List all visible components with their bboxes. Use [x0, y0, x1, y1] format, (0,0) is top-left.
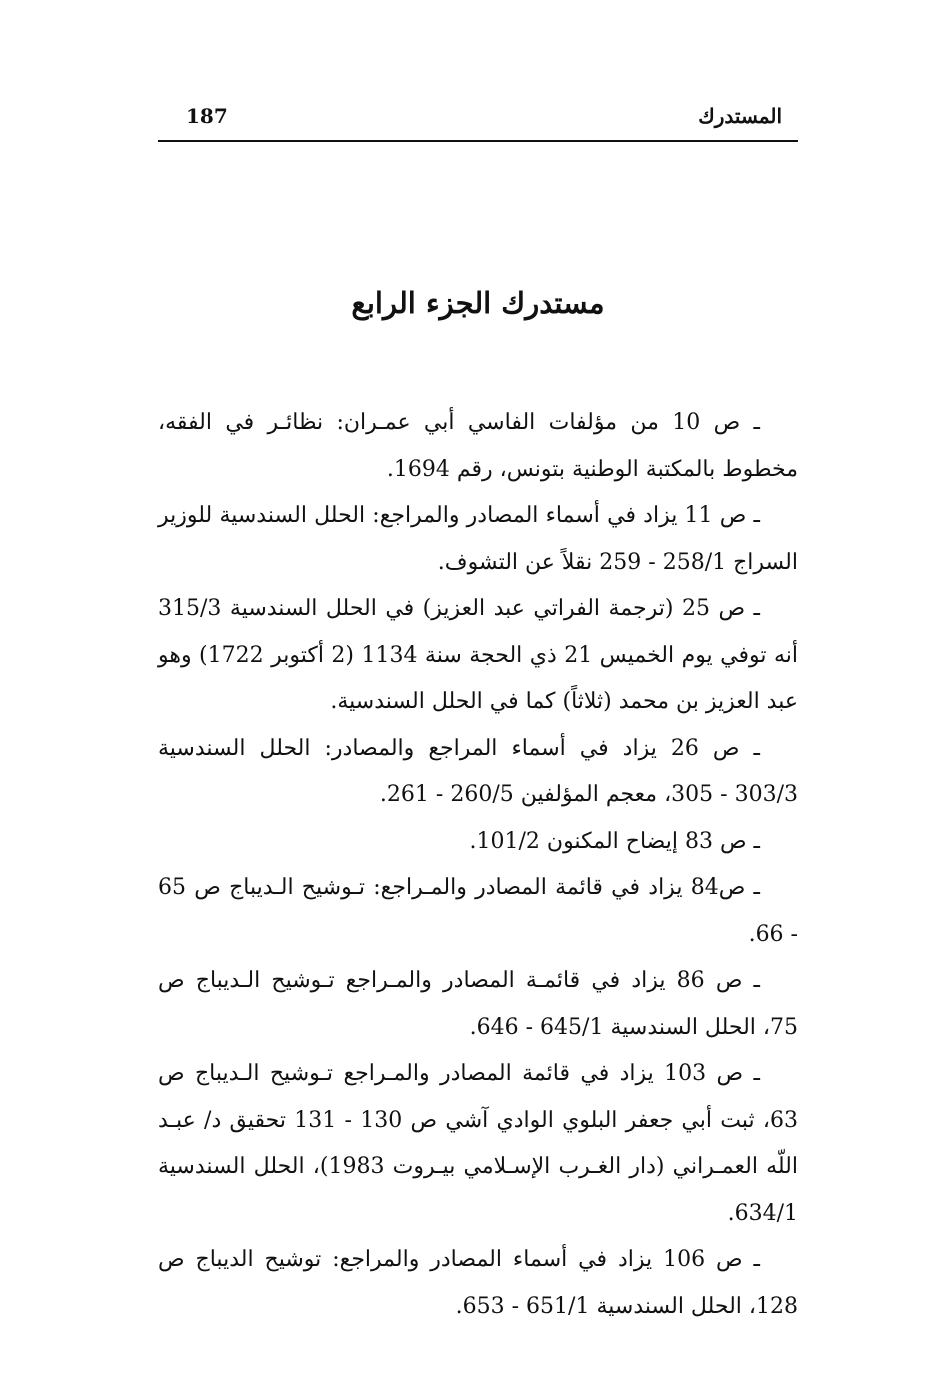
entry-p103: ـ ص 103 يزاد في قائمة المصادر والمـراجع تـوشيح الـديباج ص 63، ثبت أبي جعفر البلوي الوادي آشي ص 130 - 131 تحقيق د/ عبـد اللّه العمـراني (دار الغـرب الإسـلامي بيـروت 1983)، الحلل السندسية 634/1. [158, 1061, 799, 1226]
running-head: المستدرك [698, 104, 782, 128]
entry-p11: ـ ص 11 يزاد في أسماء المصادر والمراجع: الحلل السندسية للوزير السراج 258/1 - 259 نقلاً عن التشوف. [158, 503, 798, 575]
entry-p25: ـ ص 25 (ترجمة الفراتي عبد العزيز) في الحلل السندسية 315/3 أنه توفي يوم الخميس 21 ذي الحجة سنة 1134 (2 أكتوبر 1722) وهو عبد العزيز بن محمد (ثلاثاً) كما في الحلل السندسية. [158, 596, 798, 714]
entry-p83: ـ ص 83 إيضاح المكنون 101/2. [469, 828, 760, 854]
entry-p86: ـ ص 86 يزاد في قائمـة المصادر والمـراجع تـوشيح الـديباج ص 75، الحلل السندسية 645/1 - 646. [158, 968, 798, 1040]
entry-p26: ـ ص 26 يزاد في أسماء المراجع والمصادر: الحلل السندسية 303/3 - 305، معجم المؤلفين 260/5 - 261. [158, 735, 798, 807]
entries-list [158, 400, 798, 1330]
entry-p84: ـ ص84 يزاد في قائمة المصادر والمـراجع: تـوشيح الـديباج ص 65 - 66. [158, 875, 798, 947]
section-title: مستدرك الجزء الرابع [351, 286, 605, 320]
page-number: 187 [186, 104, 228, 128]
entry-p10: ـ ص 10 من مؤلفات الفاسي أبي عمـران: نظائـر في الفقه، مخطوط بالمكتبة الوطنية بتونس، رقم 1694. [158, 410, 798, 482]
page-header [158, 104, 798, 142]
entry-p106: ـ ص 106 يزاد في أسماء المصادر والمراجع: توشيح الديباج ص 128، الحلل السندسية 651/1 - 653. [158, 1247, 798, 1319]
